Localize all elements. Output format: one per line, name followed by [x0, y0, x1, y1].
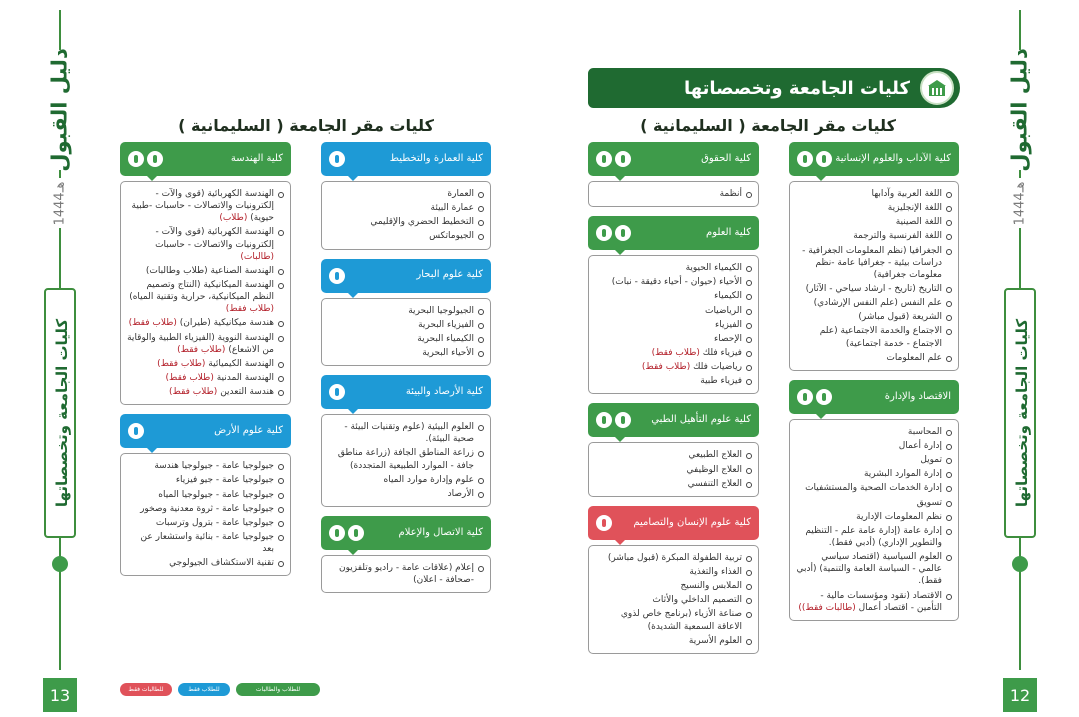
college-block	[588, 142, 759, 207]
program-name: الهندسة المدنية	[216, 372, 274, 383]
program-name: هندسة ميكانيكية (طيران)	[179, 318, 274, 329]
page-number-right: 12	[1003, 678, 1037, 712]
program-list	[588, 181, 759, 207]
female-student-icon	[128, 151, 144, 167]
program-item	[127, 517, 284, 529]
legend-male-only: للطلاب فقط	[178, 683, 230, 696]
program-item	[595, 566, 752, 578]
program-item	[127, 279, 284, 315]
program-name: إعلام (علاقات عامة - راديو وتلفزيون -صحافة - اعلان)	[338, 562, 474, 586]
section-title-left: كليات مقر الجامعة ( السليمانية )	[178, 116, 434, 135]
program-item	[595, 635, 752, 647]
program-name: جيولوجيا عامة - بنائية واستشعار عن بعد	[140, 531, 274, 555]
program-name: العلاج الوظيفي	[686, 464, 742, 475]
rail-dot	[1012, 556, 1028, 572]
program-item	[595, 464, 752, 476]
program-name: المحاسبة	[907, 426, 942, 437]
program-name: الملابس والنسيج	[680, 581, 742, 592]
program-note: (طلاب فقط)	[641, 362, 691, 373]
program-note: (طلاب فقط)	[225, 304, 274, 315]
program-note: (طالبات فقط))	[798, 602, 856, 613]
program-item	[796, 311, 952, 323]
program-name: زراعة المناطق الجافة (زراعة مناطق جافة - الموارد الطبيعية المتجددة)	[337, 448, 474, 471]
program-name: علم المعلومات	[886, 352, 942, 363]
college-header: كلية الآداب والعلوم الإنسانية	[789, 142, 959, 176]
program-name: الأحياء (حيوان - أحياء دقيقة - نبات)	[611, 277, 742, 288]
program-item	[796, 454, 952, 466]
program-name: تسويق	[916, 497, 942, 508]
college-header: كلية علوم البحار	[321, 259, 491, 293]
male-student-icon	[615, 225, 631, 241]
program-item	[127, 265, 284, 277]
program-name: الفيزياء البحرية	[418, 319, 474, 330]
program-name: الإحصاء	[714, 333, 742, 344]
program-name: جيولوجيا عامة - ثروة معدنية وصخور	[140, 503, 274, 514]
program-name: أنظمة	[719, 189, 742, 199]
female-student-icon	[329, 525, 345, 541]
college-header: كلية علوم التأهيل الطبي	[588, 403, 759, 437]
program-name: الجيولوجيا البحرية	[408, 305, 474, 316]
program-name: اللغة العربية وآدابها	[871, 189, 942, 199]
program-item	[328, 347, 484, 359]
program-name: جيولوجيا عامة - جيولوجيا هندسة	[154, 461, 274, 472]
program-item	[127, 188, 284, 224]
guide-title-vertical: دليل القبول	[1003, 50, 1037, 170]
banner-title: كليات الجامعة وتخصصاتها	[684, 77, 910, 99]
legend-female-only: للطالبات فقط	[120, 683, 172, 696]
section-title-right: كليات مقر الجامعة ( السليمانية )	[640, 116, 896, 135]
program-item	[595, 276, 752, 288]
college-block	[321, 142, 491, 250]
program-item	[796, 230, 952, 242]
program-name: الاقتصاد (نقود ومؤسسات مالية - التأمين - اقتصاد أعمال	[820, 590, 942, 613]
male-student-icon	[816, 151, 832, 167]
program-item	[127, 460, 284, 472]
male-student-icon	[329, 268, 345, 284]
program-list	[321, 555, 491, 593]
program-list	[588, 442, 759, 496]
program-note: (طلاب فقط)	[169, 387, 218, 398]
college-block	[120, 142, 291, 405]
column-arts-economics	[789, 142, 959, 630]
program-name: هندسة التعدين	[220, 387, 274, 398]
college-block	[321, 259, 491, 367]
program-item	[796, 426, 952, 438]
program-item	[796, 497, 952, 509]
program-name: الهندسة الميكانيكية (النتاج وتصميم النظم الميكانيكية، حرارية وتقنية المياه)	[129, 279, 274, 303]
program-name: الفيزياء	[715, 319, 742, 330]
program-name: العلوم الأسرية	[688, 635, 742, 646]
program-item	[127, 332, 284, 356]
program-list	[789, 181, 959, 371]
program-item	[595, 188, 752, 200]
college-header: كلية الاتصال والإعلام	[321, 516, 491, 550]
program-note: (طلاب فقط)	[177, 344, 226, 355]
program-name: التخطيط الحضري والإقليمي	[370, 217, 474, 228]
program-item	[595, 319, 752, 331]
male-student-icon	[329, 384, 345, 400]
program-item	[796, 468, 952, 480]
program-item	[595, 290, 752, 302]
program-name: اللغة الفرنسية والترجمة	[853, 231, 942, 242]
program-item	[328, 474, 484, 486]
program-note: (طلاب فقط)	[165, 372, 214, 383]
female-student-icon	[596, 151, 612, 167]
program-item	[796, 551, 952, 587]
program-note: (طلاب فقط)	[128, 318, 177, 329]
program-item	[796, 283, 952, 295]
program-item	[595, 608, 752, 632]
program-item	[328, 202, 484, 214]
program-list	[120, 453, 291, 576]
program-item	[127, 489, 284, 501]
program-name: العلوم البيئية (علوم وتقنيات البيئة - صحية البيئة).	[344, 422, 474, 445]
program-name: الهندسة الكهربائية (قوى والآت - إلكترونيات والاتصالات - حاسبات -طبية حيوية)	[131, 189, 274, 224]
program-item	[127, 358, 284, 370]
program-list	[588, 255, 759, 394]
program-note: (طالبات)	[240, 251, 274, 262]
program-name: علوم وإدارة موارد المياه	[383, 474, 474, 485]
college-header: كلية الحقوق	[588, 142, 759, 176]
guide-title-vertical: دليل القبول	[43, 50, 77, 170]
program-name: إدارة الخدمات الصحية والمستشفيات	[805, 483, 942, 494]
left-page-rail	[43, 10, 77, 670]
program-item	[328, 562, 484, 586]
program-item	[127, 317, 284, 329]
program-item	[595, 375, 752, 387]
program-name: الهندسة الصناعية (طلاب وطالبات)	[145, 265, 274, 276]
program-item	[796, 511, 952, 523]
program-item	[796, 216, 952, 228]
college-header: كلية علوم الإنسان والتصاميم	[588, 506, 759, 540]
female-student-icon	[596, 225, 612, 241]
column-law-sciences	[588, 142, 759, 663]
college-block	[321, 516, 491, 593]
side-title-box: كليات الجامعة وتخصصاتها	[1004, 288, 1036, 538]
program-name: جيولوجيا عامة - جيو فيزياء	[175, 475, 274, 486]
program-name: العلاج التنفسي	[687, 478, 742, 489]
program-name: عمارة البيئة	[430, 203, 474, 214]
program-item	[595, 262, 752, 274]
program-item	[328, 188, 484, 200]
main-banner	[588, 68, 960, 108]
program-item	[796, 188, 952, 200]
page-number-left: 13	[43, 678, 77, 712]
program-name: الشريعة (قبول مباشر)	[858, 312, 942, 323]
program-list	[321, 298, 491, 367]
program-item	[127, 531, 284, 555]
program-item	[796, 297, 952, 309]
program-name: العلوم السياسية (اقتصاد سياسي عالمي - السياسة العامة والتنمية) (أدبي فقط).	[796, 552, 942, 587]
program-name: الهندسة الكيميائية	[208, 358, 274, 369]
university-building-icon	[920, 71, 954, 105]
column-engineering-earth	[120, 142, 291, 585]
program-name: الأحياء البحرية	[422, 347, 474, 358]
program-name: العمارة	[447, 189, 474, 199]
program-name: الرياضيات	[704, 305, 742, 316]
program-item	[127, 474, 284, 486]
college-block	[588, 506, 759, 654]
male-student-icon	[816, 389, 832, 405]
right-page-rail	[1003, 10, 1037, 670]
year-vertical: 1444هـ	[1003, 178, 1037, 228]
program-item	[328, 230, 484, 242]
program-item	[328, 421, 484, 445]
program-name: تقنية الاستكشاف الجيولوجي	[169, 558, 274, 569]
program-note: (طلاب فقط)	[157, 358, 206, 369]
program-name: علم النفس (علم النفس الإرشادي)	[813, 298, 942, 309]
program-item	[328, 447, 484, 471]
program-name: الاجتماع والخدمة الاجتماعية (علم الاجتماع - خدمة اجتماعية)	[819, 326, 942, 349]
program-item	[796, 482, 952, 494]
legend-both: للطلاب والطالبات	[236, 683, 320, 696]
program-item	[328, 319, 484, 331]
program-list	[321, 414, 491, 507]
college-block	[588, 403, 759, 496]
program-item	[595, 361, 752, 373]
program-item	[796, 325, 952, 349]
program-item	[796, 352, 952, 364]
college-block	[321, 375, 491, 507]
program-item	[127, 372, 284, 384]
male-student-icon	[128, 423, 144, 439]
program-name: تمويل	[920, 455, 942, 466]
female-student-icon	[797, 151, 813, 167]
program-name: فيزياء طبية	[700, 376, 742, 387]
program-name: الكيمياء البحرية	[417, 333, 474, 344]
program-name: فيزياء فلك	[702, 347, 742, 358]
male-student-icon	[615, 412, 631, 428]
side-title-box: كليات الجامعة وتخصصاتها	[44, 288, 76, 538]
college-header: كلية الهندسة	[120, 142, 291, 176]
male-student-icon	[615, 151, 631, 167]
program-item	[796, 525, 952, 549]
program-note: (طلاب فقط)	[651, 347, 700, 358]
program-name: الجغرافيا (نظم المعلومات الجغرافية - دراسات بيئية - جغرافيا عامة -نظم معلومات جغرافية)	[802, 245, 942, 280]
college-block	[120, 414, 291, 576]
college-header: الاقتصاد والإدارة	[789, 380, 959, 414]
female-student-icon	[596, 515, 612, 531]
program-item	[127, 226, 284, 262]
program-item	[328, 305, 484, 317]
program-item	[796, 590, 952, 614]
program-name: الكيمياء الحيوية	[685, 263, 742, 274]
program-item	[595, 594, 752, 606]
program-name: نظم المعلومات الإدارية	[856, 511, 942, 522]
year-vertical: 1444هـ	[43, 178, 77, 228]
program-item	[328, 488, 484, 500]
program-item	[595, 449, 752, 461]
legend	[120, 683, 320, 696]
program-name: العلاج الطبيعي	[688, 450, 742, 461]
rail-dot	[52, 556, 68, 572]
female-student-icon	[797, 389, 813, 405]
male-student-icon	[348, 525, 364, 541]
program-item	[127, 503, 284, 515]
program-name: الهندسة الكهربائية (قوى والآت - إلكترونيات والاتصالات - حاسبات	[155, 227, 274, 250]
program-name: جيولوجيا عامة - بترول وترسبات	[155, 517, 274, 528]
program-name: التصميم الداخلي والأثاث	[652, 595, 742, 606]
college-block	[789, 142, 959, 371]
program-name: اللغة الإنجليزية	[887, 203, 942, 214]
female-student-icon	[596, 412, 612, 428]
male-student-icon	[329, 151, 345, 167]
college-header: كلية العمارة والتخطيط	[321, 142, 491, 176]
program-list	[120, 181, 291, 405]
program-name: صناعة الأزياء (برنامج خاص لذوي الاعاقة السمعية الشديدة)	[620, 609, 742, 632]
college-block	[588, 216, 759, 394]
program-list	[789, 419, 959, 621]
program-note: (طلاب)	[219, 213, 248, 224]
program-name: إدارة الموارد البشرية	[863, 469, 942, 480]
program-name: إدارة عامة (إدارة عامة علم - التنظيم والتطوير الإداري) (أدبي فقط).	[805, 525, 942, 548]
program-item	[595, 478, 752, 490]
college-header: كلية العلوم	[588, 216, 759, 250]
program-name: الأرصاد	[447, 488, 474, 499]
program-name: الجيوماتكس	[429, 231, 474, 242]
college-header: كلية علوم الأرض	[120, 414, 291, 448]
program-item	[595, 305, 752, 317]
program-name: الكيمياء	[714, 291, 742, 302]
program-list	[588, 545, 759, 654]
program-item	[328, 333, 484, 345]
program-item	[127, 557, 284, 569]
program-name: الهندسة النووية (الفيزياء الطبية والوقاية من الاشعاع)	[127, 332, 274, 355]
program-name: اللغة الصينية	[895, 217, 942, 228]
program-name: رياضيات فلك	[693, 362, 742, 373]
program-item	[595, 552, 752, 564]
program-item	[796, 245, 952, 281]
program-name: الغذاء والتغذية	[689, 566, 742, 577]
program-item	[595, 580, 752, 592]
column-architecture-marine	[321, 142, 491, 602]
program-item	[796, 202, 952, 214]
college-block	[789, 380, 959, 621]
program-item	[595, 333, 752, 345]
college-header: كلية الأرصاد والبيئة	[321, 375, 491, 409]
program-item	[328, 216, 484, 228]
program-item	[796, 440, 952, 452]
male-student-icon	[147, 151, 163, 167]
program-name: جيولوجيا عامة - جيولوجيا المياه	[158, 489, 274, 500]
program-name: تربية الطفولة المبكرة (قبول مباشر)	[607, 552, 742, 563]
program-item	[127, 386, 284, 398]
program-name: التاريخ (تاريخ - ارشاد سياحي - الآثار)	[805, 283, 942, 294]
program-list	[321, 181, 491, 250]
program-name: إدارة أعمال	[898, 440, 942, 451]
program-item	[595, 347, 752, 359]
